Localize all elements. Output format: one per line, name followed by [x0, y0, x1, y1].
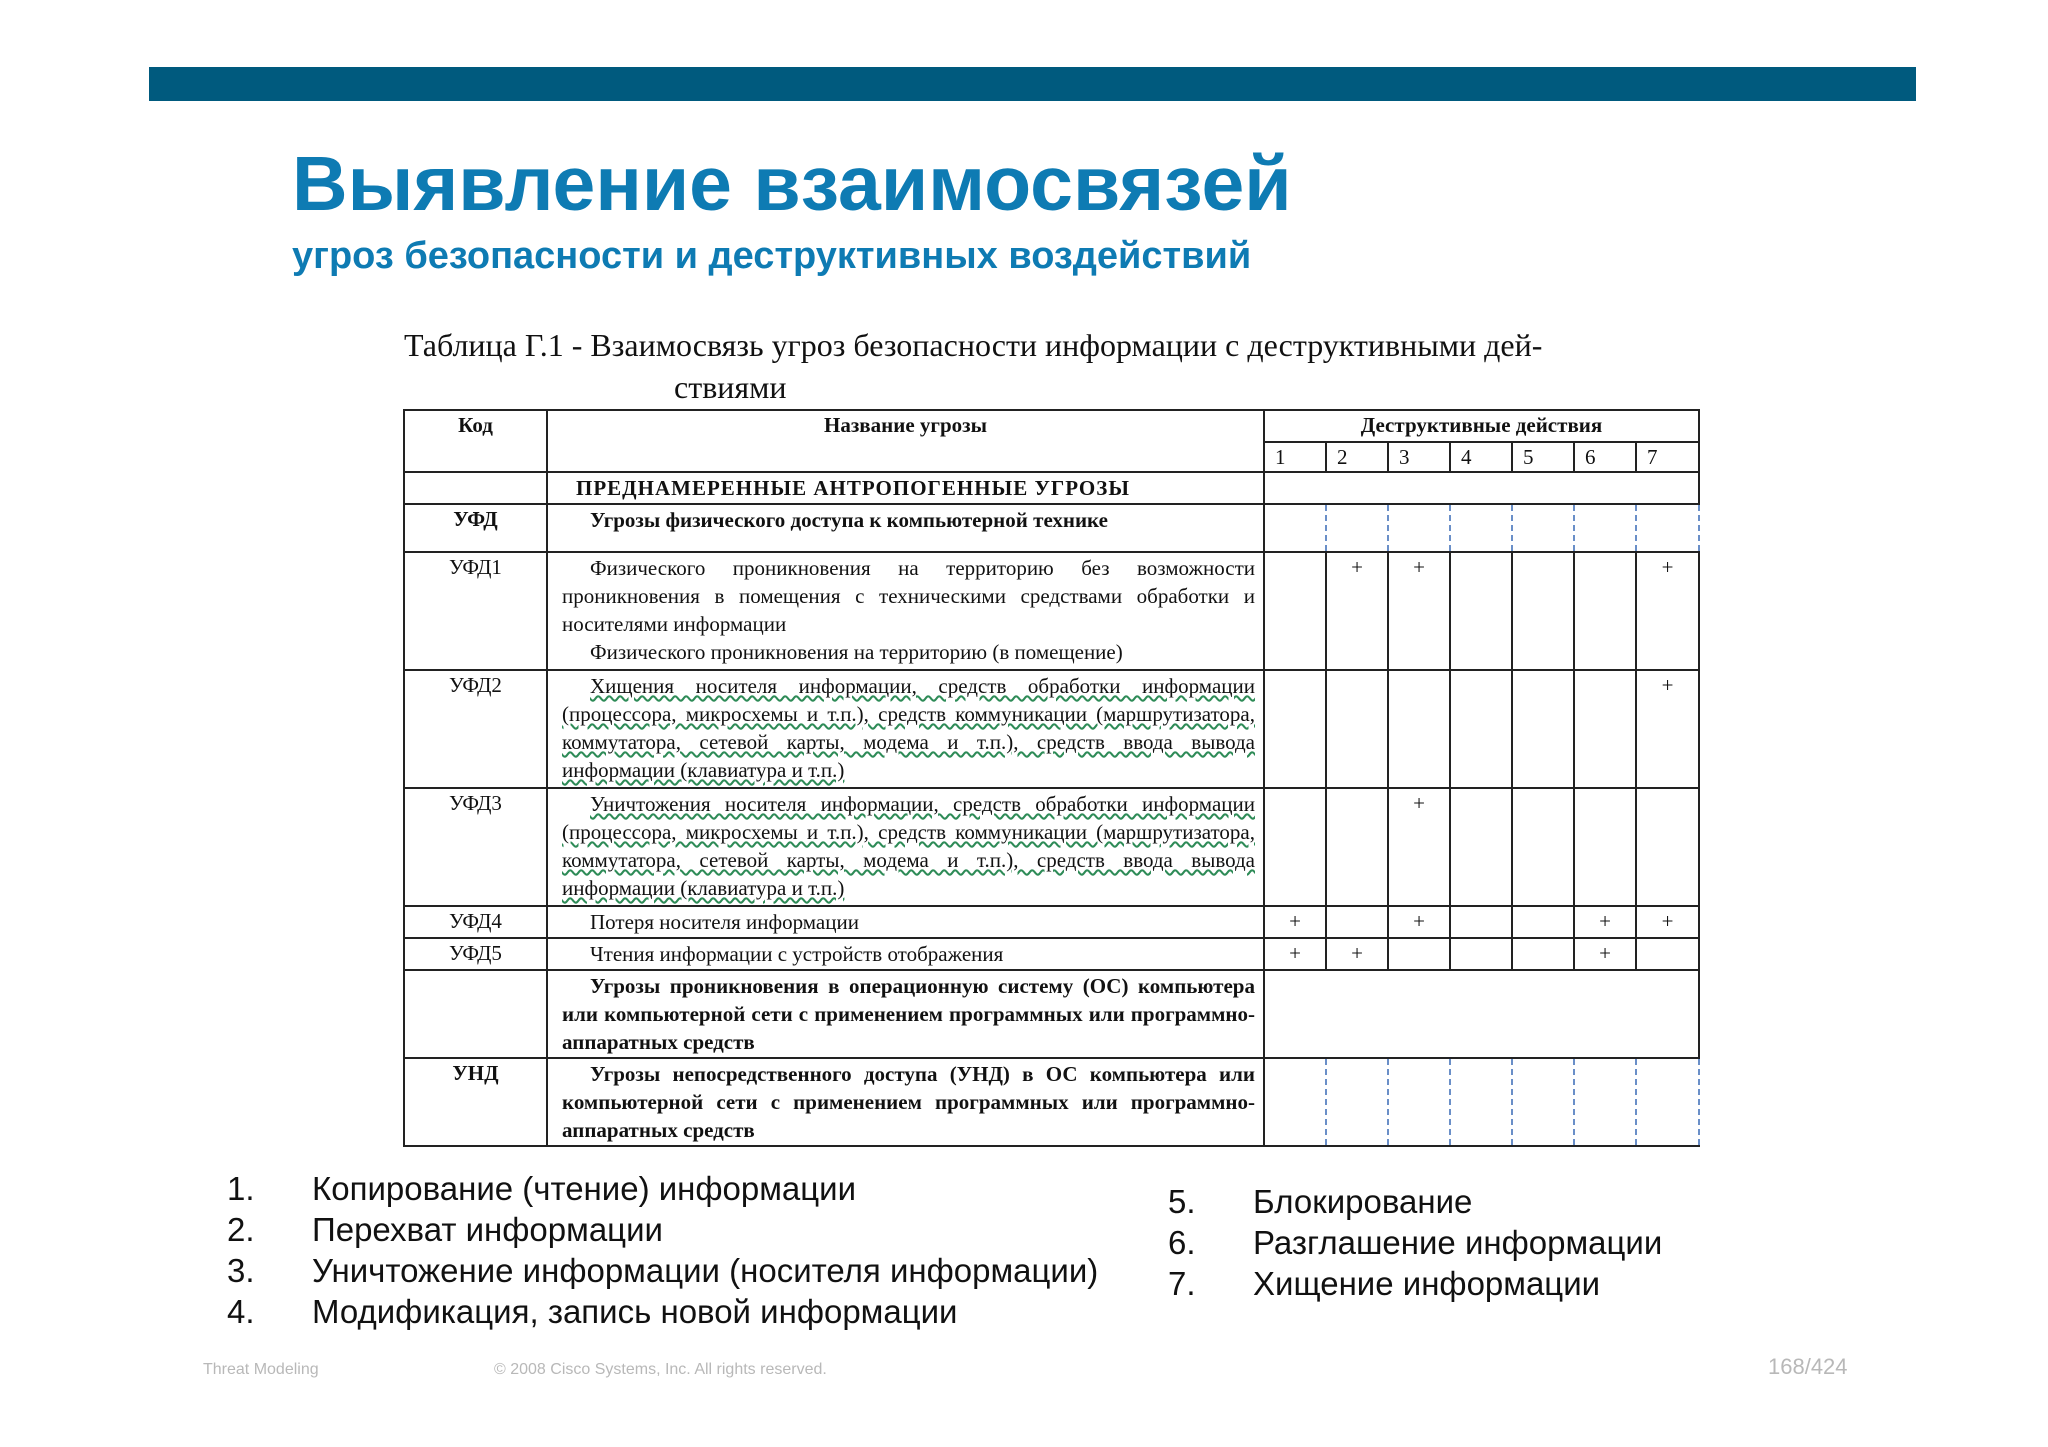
table-row [404, 906, 1699, 938]
action-number: 4 [1450, 442, 1512, 472]
top-bar [149, 67, 1916, 101]
mark-cell [1574, 670, 1636, 788]
threat-name-text: Физического проникновения на территорию без возможности проникновения в помещения с техническими средствами обработки и носителями информации [562, 556, 1255, 636]
code-cell: УФД2 [404, 670, 547, 788]
legend-item [227, 1209, 1098, 1250]
mark-cell [1264, 788, 1326, 906]
mark-cell [1388, 1058, 1450, 1146]
threat-name-extra: Физического проникновения на территорию (в помещение) [590, 640, 1123, 664]
footer-copyright: © 2008 Cisco Systems, Inc. All rights reserved. [494, 1361, 827, 1378]
legend-text: Хищение информации [1253, 1265, 1601, 1302]
mark-cell [1636, 938, 1699, 970]
header-name: Название угрозы [547, 410, 1264, 472]
caption-line-1: Таблица Г.1 - Взаимосвязь угроз безопасности информации с деструктивными дей- [404, 327, 1543, 363]
mark-cell [1636, 788, 1699, 906]
mark-cell: + [1636, 552, 1699, 670]
mark-cell [1512, 788, 1574, 906]
legend-number: 3. [227, 1252, 255, 1289]
legend-item [1168, 1222, 1662, 1263]
header-code: Код [404, 410, 547, 472]
mark-cell [1512, 938, 1574, 970]
legend-text: Перехват информации [312, 1211, 663, 1248]
code-cell: УФД5 [404, 938, 547, 970]
legend-item [227, 1168, 1098, 1209]
section-row-intentional [404, 472, 1699, 504]
mark-cell: + [1264, 906, 1326, 938]
mark-cell [1450, 504, 1512, 552]
legend-text: Уничтожение информации (носителя информации) [312, 1252, 1099, 1289]
mark-cell [1574, 552, 1636, 670]
mark-cell [1388, 938, 1450, 970]
mark-cell: + [1636, 670, 1699, 788]
threat-name-text: Потеря носителя информации [590, 910, 859, 934]
mark-cell: + [1636, 906, 1699, 938]
header-row [404, 410, 1699, 442]
table-row [404, 1058, 1699, 1146]
threat-name-text: Хищения носителя информации, средств обработки информации (процессора, микросхемы и т.п.), средств коммуникации (маршрутизатора, коммутатора, сетевой карты, модема и т.п.), средств ввода вывода информации (клавиатура и т.п.) [562, 674, 1255, 782]
mark-cell: + [1264, 938, 1326, 970]
section-title: ПРЕДНАМЕРЕННЫЕ АНТРОПОГЕННЫЕ УГРОЗЫ [547, 472, 1264, 504]
mark-cell [1450, 670, 1512, 788]
mark-cell [1264, 504, 1326, 552]
threat-table [403, 409, 1700, 1147]
legend-item [1168, 1263, 1662, 1304]
action-number: 3 [1388, 442, 1450, 472]
mark-cell [1264, 552, 1326, 670]
mark-cell [1512, 504, 1574, 552]
mark-cell: + [1574, 906, 1636, 938]
mark-cell [1326, 906, 1388, 938]
table-row [404, 504, 1699, 552]
legend-item [1168, 1181, 1662, 1222]
mark-cell [1326, 1058, 1388, 1146]
mark-cell [1636, 504, 1699, 552]
threat-name [547, 906, 1264, 938]
empty-cell [1264, 970, 1699, 1058]
mark-cell [1264, 670, 1326, 788]
mark-cell [1388, 670, 1450, 788]
code-cell: УФД3 [404, 788, 547, 906]
legend-item [227, 1291, 1098, 1332]
mark-cell: + [1326, 938, 1388, 970]
action-number: 7 [1636, 442, 1699, 472]
mark-cell [1450, 906, 1512, 938]
code-cell: УФД [404, 504, 547, 552]
mark-cell [1326, 504, 1388, 552]
mark-cell [1388, 504, 1450, 552]
code-cell: УФД1 [404, 552, 547, 670]
table-caption [404, 324, 1704, 408]
threat-name [547, 938, 1264, 970]
mark-cell: + [1388, 906, 1450, 938]
threat-name [547, 670, 1264, 788]
legend-number: 7. [1168, 1265, 1196, 1302]
code-cell [404, 472, 547, 504]
mark-cell [1574, 504, 1636, 552]
mark-cell [1512, 906, 1574, 938]
legend-text: Блокирование [1253, 1183, 1473, 1220]
legend-right [1168, 1181, 1662, 1304]
mark-cell [1326, 670, 1388, 788]
legend-text: Модификация, запись новой информации [312, 1293, 958, 1330]
threat-name [547, 504, 1264, 552]
threat-name-text: Угрозы физического доступа к компьютерной технике [590, 508, 1108, 532]
mark-cell: + [1388, 552, 1450, 670]
legend-text: Разглашение информации [1253, 1224, 1663, 1261]
mark-cell [1512, 670, 1574, 788]
legend-number: 6. [1168, 1224, 1196, 1261]
legend-item [227, 1250, 1098, 1291]
action-number: 5 [1512, 442, 1574, 472]
section-title [547, 970, 1264, 1058]
threat-name [547, 1058, 1264, 1146]
footer-left: Threat Modeling [203, 1361, 319, 1378]
page-number: 168/424 [1768, 1354, 1848, 1379]
legend-number: 4. [227, 1293, 255, 1330]
mark-cell [1450, 552, 1512, 670]
mark-cell [1636, 1058, 1699, 1146]
legend-text: Копирование (чтение) информации [312, 1170, 857, 1207]
code-cell [404, 970, 547, 1058]
header-actions: Деструктивные действия [1264, 410, 1699, 442]
mark-cell [1574, 1058, 1636, 1146]
action-number: 2 [1326, 442, 1388, 472]
mark-cell: + [1574, 938, 1636, 970]
mark-cell [1574, 788, 1636, 906]
empty-cell [1264, 472, 1699, 504]
mark-cell: + [1326, 552, 1388, 670]
threat-name-text: Угрозы непосредственного доступа (УНД) в ОС компьютера или компьютерной сети с применением программных или программно-аппаратных средств [562, 1062, 1255, 1142]
table-row [404, 938, 1699, 970]
section-title-text: Угрозы проникновения в операционную систему (ОС) компьютера или компьютерной сети с применением программных или программно-аппаратных средств [562, 974, 1255, 1054]
mark-cell [1512, 552, 1574, 670]
threat-name [547, 788, 1264, 906]
legend-number: 2. [227, 1211, 255, 1248]
action-number: 1 [1264, 442, 1326, 472]
threat-name [547, 552, 1264, 670]
code-cell: УНД [404, 1058, 547, 1146]
table-row [404, 552, 1699, 670]
section-row-os [404, 970, 1699, 1058]
legend-left [227, 1168, 1098, 1332]
mark-cell: + [1388, 788, 1450, 906]
mark-cell [1326, 788, 1388, 906]
table-row [404, 670, 1699, 788]
slide-title: Выявление взаимосвязей [292, 141, 1292, 227]
mark-cell [1512, 1058, 1574, 1146]
threat-name-text: Чтения информации с устройств отображения [590, 942, 1004, 966]
caption-line-2: ствиями [674, 369, 787, 405]
action-number: 6 [1574, 442, 1636, 472]
mark-cell [1450, 1058, 1512, 1146]
threat-name-text: Уничтожения носителя информации, средств обработки информации (процессора, микросхемы и т.п.), средств коммуникации (маршрутизатора, коммутатора, сетевой карты, модема и т.п.), средств ввода вывода информации (клавиатура и т.п.) [562, 792, 1255, 900]
legend-number: 1. [227, 1170, 255, 1207]
table-row [404, 788, 1699, 906]
slide-subtitle: угроз безопасности и деструктивных воздействий [292, 235, 1252, 277]
mark-cell [1450, 788, 1512, 906]
legend-number: 5. [1168, 1183, 1196, 1220]
mark-cell [1264, 1058, 1326, 1146]
mark-cell [1450, 938, 1512, 970]
code-cell: УФД4 [404, 906, 547, 938]
